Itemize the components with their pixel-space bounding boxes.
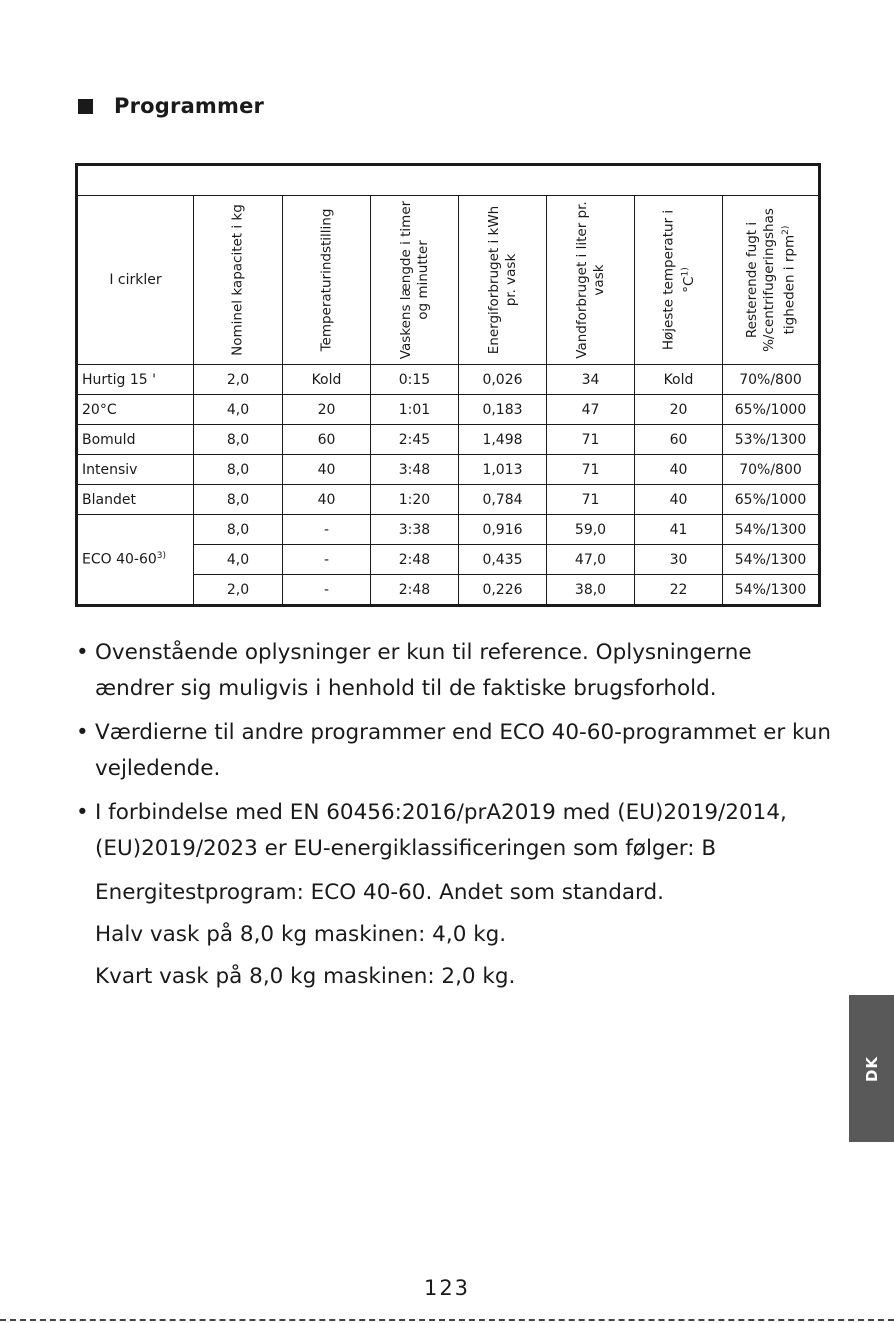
table-cell: 38,0: [547, 575, 635, 606]
bullet-dot: •: [76, 800, 89, 825]
table-row: [77, 365, 820, 395]
header-cell-water: [547, 196, 635, 365]
table-cell: 8,0: [194, 425, 283, 455]
bottom-divider: [0, 1319, 894, 1321]
header-cell-duration: [371, 196, 459, 365]
table-cell: 54%/1300: [723, 545, 820, 575]
table-cell: 60: [283, 425, 371, 455]
table-cell: 3:48: [371, 455, 459, 485]
notes: [76, 635, 835, 1001]
header-cell-temp-setting: [283, 196, 371, 365]
table-cell: 40: [635, 485, 723, 515]
table-row: [77, 515, 820, 545]
table-row: [77, 455, 820, 485]
table-cell: -: [283, 545, 371, 575]
table-cell: 53%/1300: [723, 425, 820, 455]
table-cell: 1,498: [459, 425, 547, 455]
note-bullet: • Værdierne til andre programmer end ECO 40-60-programmet er kun vejledende.: [76, 715, 835, 787]
table-cell: 70%/800: [723, 455, 820, 485]
note-bullet: • Ovenstående oplysninger er kun til reference. Oplysningerne ændrer sig muligvis i henhold til de faktiske brugsforhold.: [76, 635, 835, 707]
footnote-marker: 2): [780, 225, 791, 235]
table-top-row: [77, 165, 820, 196]
table-cell: 1:20: [371, 485, 459, 515]
table-cell: 47,0: [547, 545, 635, 575]
table-cell: 34: [547, 365, 635, 395]
table-cell: 8,0: [194, 485, 283, 515]
table-cell: 40: [283, 485, 371, 515]
section-heading: [78, 94, 264, 118]
table-cell: 70%/800: [723, 365, 820, 395]
program-name-cell: Bomuld: [77, 425, 194, 455]
table-cell: 8,0: [194, 515, 283, 545]
program-name-cell: ECO 40-60$^{3)}$: [77, 515, 194, 606]
table-cell: 71: [547, 485, 635, 515]
header-text: Vaskens længde i timer og minutter: [397, 200, 431, 360]
table-cell: 8,0: [194, 455, 283, 485]
table-cell: 2,0: [194, 365, 283, 395]
table-cell: 71: [547, 455, 635, 485]
header-cell-programs: I cirkler: [77, 196, 194, 365]
header-cell-max-temp: [635, 196, 723, 365]
language-tab: DK: [849, 995, 894, 1142]
note-line: Energitestprogram: ECO 40-60. Andet som standard.: [95, 880, 664, 905]
section-title: Programmer: [114, 94, 265, 118]
table-cell: 41: [635, 515, 723, 545]
heading-square-icon: [78, 99, 93, 114]
bullet-dot: •: [76, 720, 89, 745]
table-cell: 54%/1300: [723, 575, 820, 606]
table-cell: 0,026: [459, 365, 547, 395]
table-cell: 4,0: [194, 545, 283, 575]
table-cell: 0,916: [459, 515, 547, 545]
note-line: Halv vask på 8,0 kg maskinen: 4,0 kg.: [95, 922, 507, 947]
table-cell: 30: [635, 545, 723, 575]
header-text: Vandforbruget i liter pr. vask: [573, 201, 607, 359]
table-cell: 71: [547, 425, 635, 455]
table-row: [77, 395, 820, 425]
header-text: Højeste temperatur i $^\circ C^{1)}$: [659, 209, 697, 351]
table-cell: 0,183: [459, 395, 547, 425]
program-name-cell: Blandet: [77, 485, 194, 515]
table-cell: 60: [635, 425, 723, 455]
footnote-marker: 1): [679, 267, 690, 277]
header-cell-moisture-rpm: [723, 196, 820, 365]
note-bullet: • I forbindelse med EN 60456:2016/prA2019 med (EU)2019/2014, (EU)2019/2023 er EU-energiklassificeringen som følger: B: [76, 795, 835, 867]
programs-table: [75, 163, 821, 607]
table-cell: 20: [283, 395, 371, 425]
table-cell: 1:01: [371, 395, 459, 425]
table-cell: 40: [283, 455, 371, 485]
table-cell: Kold: [635, 365, 723, 395]
header-cell-capacity: [194, 196, 283, 365]
header-text: Energiforbruget i kWh pr. vask: [485, 205, 519, 355]
table-cell: Kold: [283, 365, 371, 395]
header-text: Resterende fugt i %/centrifugeringshas tigheden i rpm$^{2)}$: [743, 208, 797, 352]
table-cell: 22: [635, 575, 723, 606]
table-cell: 0,226: [459, 575, 547, 606]
table-cell: 40: [635, 455, 723, 485]
footnote-marker: 3): [156, 551, 167, 562]
table-cell: 4,0: [194, 395, 283, 425]
table-cell: 0:15: [371, 365, 459, 395]
table-cell: 65%/1000: [723, 485, 820, 515]
table-cell: 2:45: [371, 425, 459, 455]
table-cell: 2,0: [194, 575, 283, 606]
page-number: 123: [423, 1276, 471, 1300]
table-cell: 54%/1300: [723, 515, 820, 545]
table-cell: 20: [635, 395, 723, 425]
table-body: [77, 365, 820, 606]
program-name-cell: Intensiv: [77, 455, 194, 485]
note-line: Kvart vask på 8,0 kg maskinen: 2,0 kg.: [95, 964, 516, 989]
table-cell: 65%/1000: [723, 395, 820, 425]
program-name-cell: Hurtig 15 ': [77, 365, 194, 395]
table-cell: 0,784: [459, 485, 547, 515]
table-row: [77, 425, 820, 455]
table-cell: 2:48: [371, 575, 459, 606]
table-cell: 0,435: [459, 545, 547, 575]
header-cell-energy: [459, 196, 547, 365]
table-cell: 1,013: [459, 455, 547, 485]
table-cell: -: [283, 575, 371, 606]
program-name-cell: 20°C: [77, 395, 194, 425]
table-cell: 59,0: [547, 515, 635, 545]
table-cell: 2:48: [371, 545, 459, 575]
bullet-dot: •: [76, 640, 89, 665]
table-cell: 3:38: [371, 515, 459, 545]
header-text: Temperaturindstilling: [318, 208, 334, 352]
table-row: [77, 485, 820, 515]
table-cell: 47: [547, 395, 635, 425]
table-cell: -: [283, 515, 371, 545]
header-text: Nominel kapacitet i kg: [229, 204, 246, 356]
table-header-row: [77, 196, 820, 365]
